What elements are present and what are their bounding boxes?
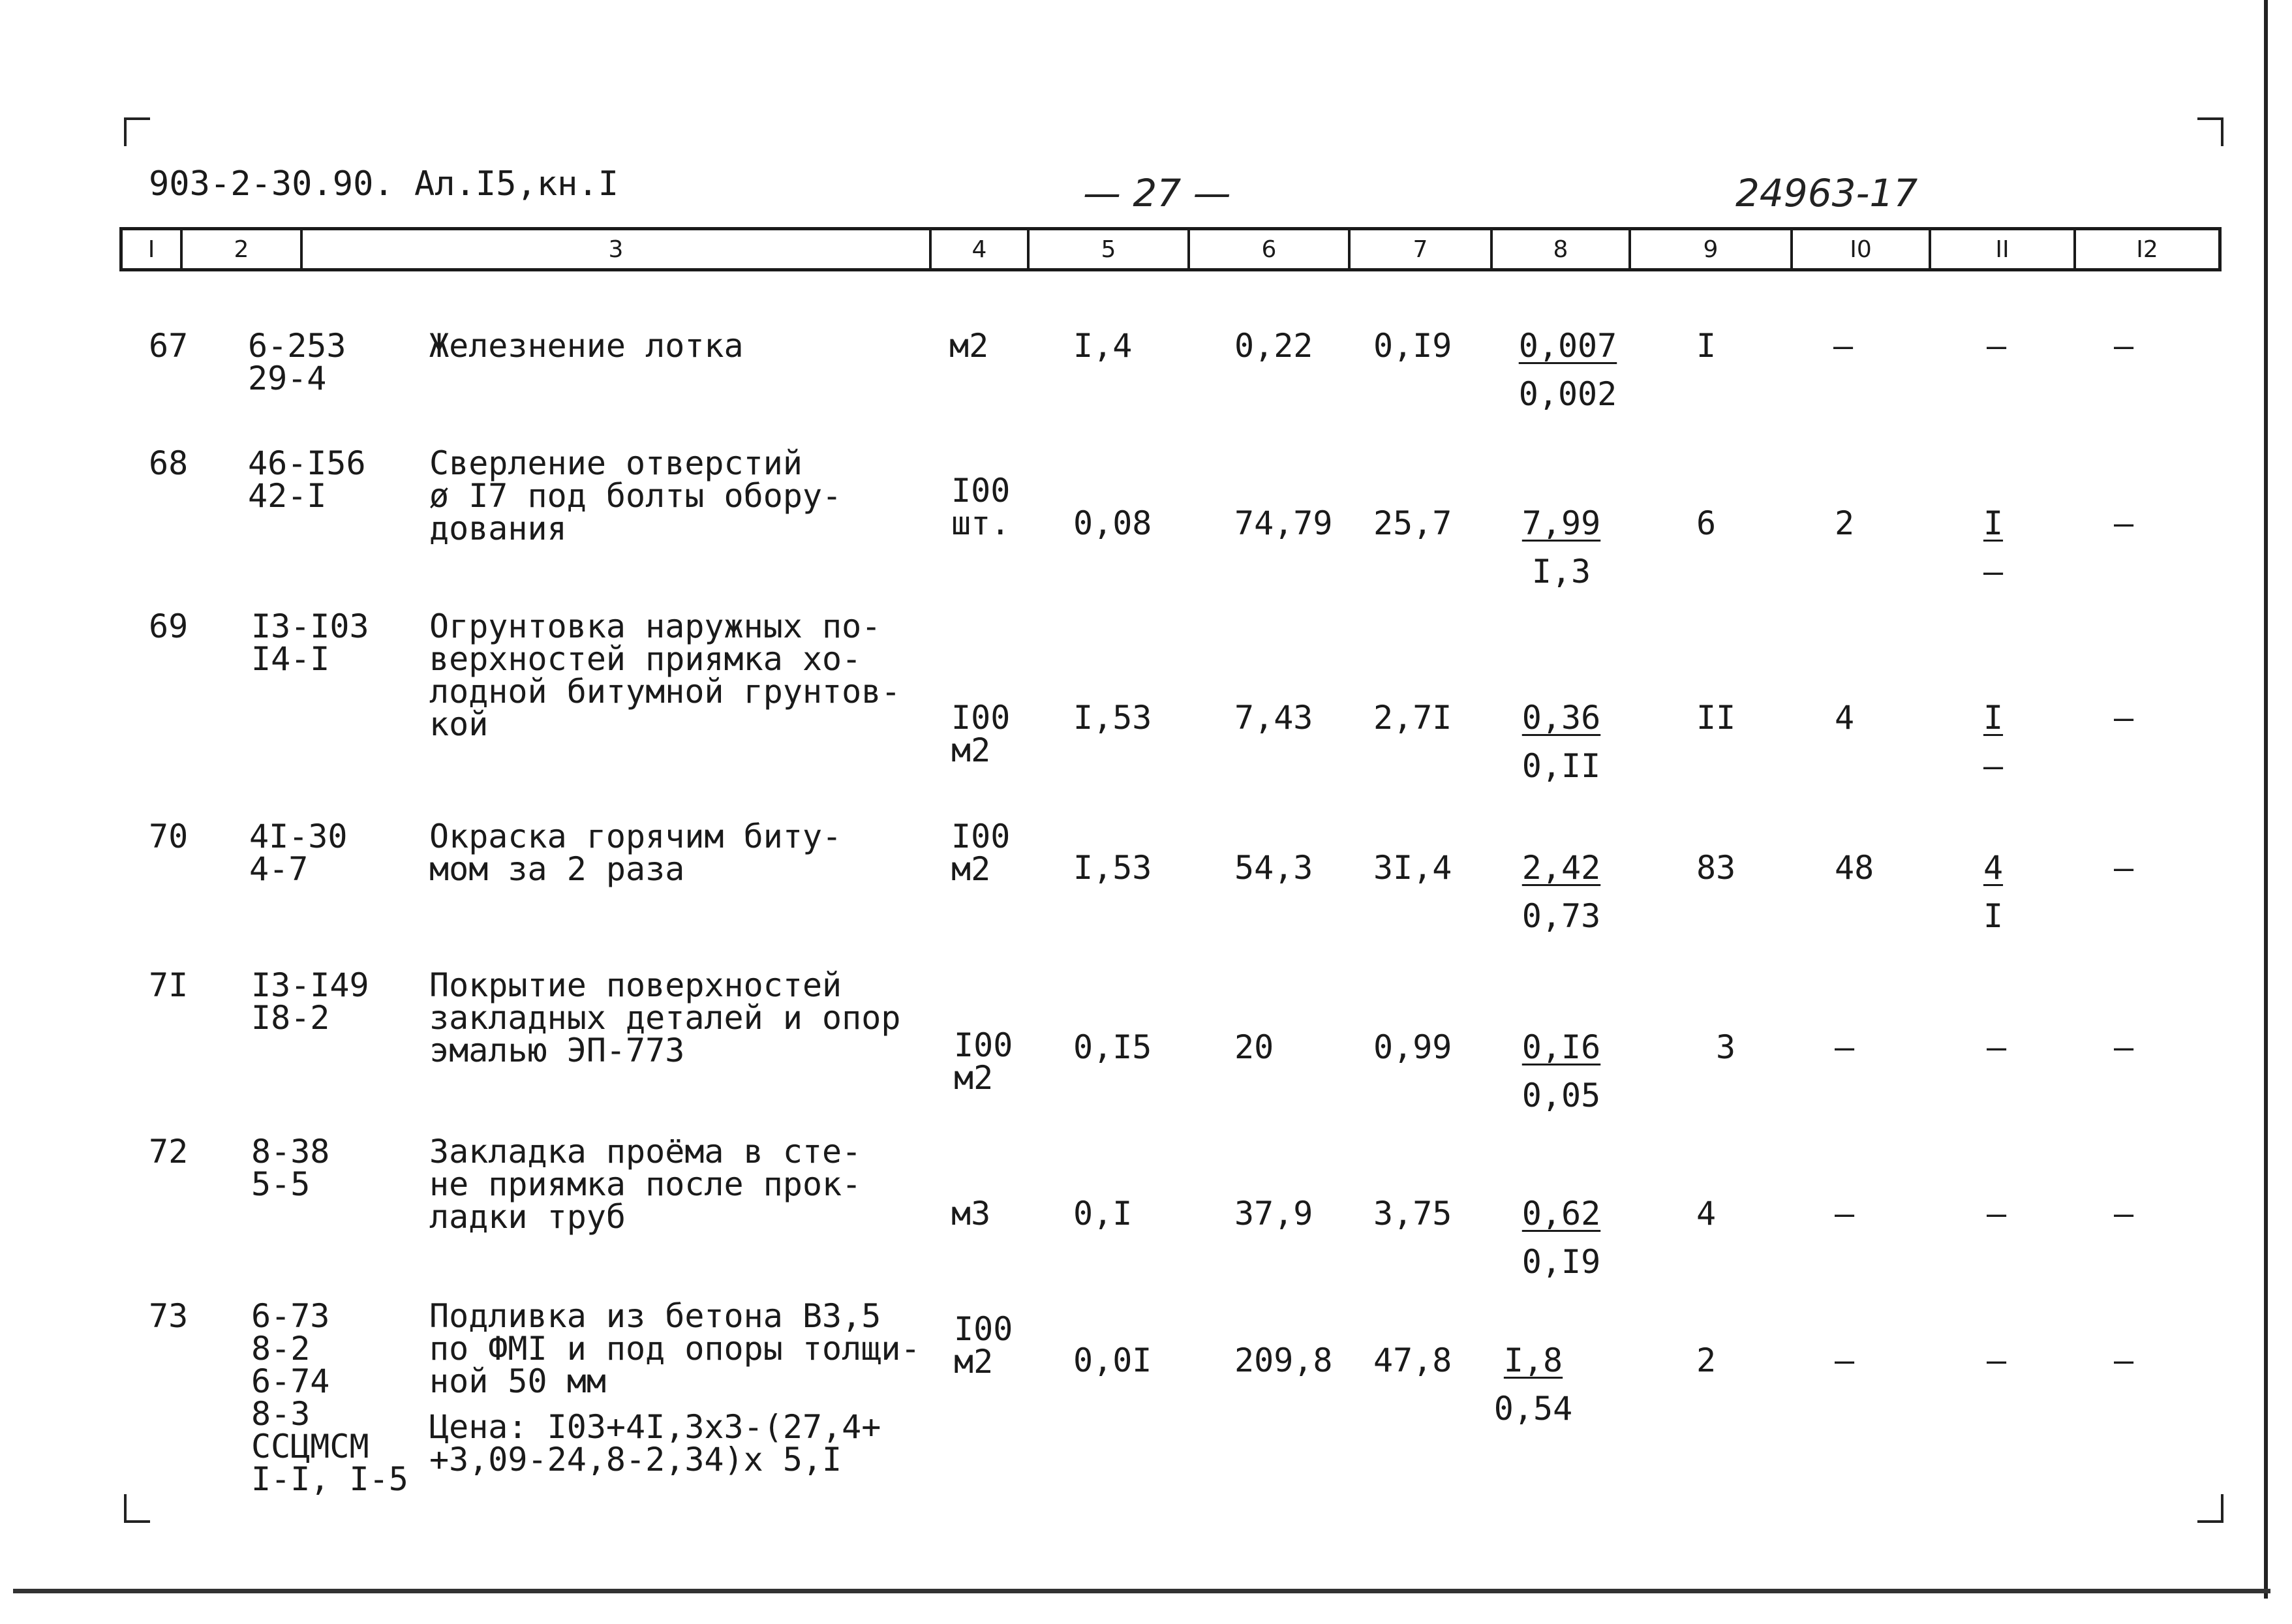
row-number: 72 — [149, 1133, 189, 1171]
col12-value: — — [2114, 1028, 2134, 1066]
col7-value: 47,8 — [1373, 1341, 1452, 1379]
col8-bottom: 0,54 — [1493, 1390, 1573, 1428]
col8-fraction — [1506, 1028, 1617, 1114]
col11-fraction — [1957, 849, 2029, 935]
col8-bottom: 0,05 — [1521, 1077, 1601, 1114]
col7-value: 2,7I — [1373, 699, 1452, 737]
col7-value: 0,I9 — [1373, 327, 1452, 365]
col6-value: 74,79 — [1234, 504, 1333, 542]
col9-value: II — [1696, 699, 1736, 737]
col11-fraction — [1957, 504, 2029, 590]
col8-top: 7,99 — [1521, 504, 1601, 542]
col9-value: 3 — [1716, 1028, 1736, 1066]
quantity: 0,08 — [1073, 504, 1152, 542]
unit: I00 м2 — [954, 1026, 1013, 1097]
col7-value: 3I,4 — [1373, 849, 1452, 887]
col6-value: 7,43 — [1234, 699, 1313, 737]
unit: м3 — [951, 1195, 991, 1233]
col8-top: 0,I6 — [1521, 1028, 1601, 1066]
col11-bottom: — — [1983, 747, 2004, 785]
column-header: I0 — [1793, 230, 1931, 268]
unit: I00 м2 — [954, 1310, 1013, 1381]
column-header: 5 — [1030, 230, 1190, 268]
col8-bottom: I,3 — [1531, 553, 1591, 590]
col8-bottom: 0,73 — [1521, 897, 1601, 935]
column-header: I2 — [2136, 236, 2158, 263]
col11-value: — — [1987, 327, 2007, 365]
col8-fraction — [1512, 327, 1623, 413]
col12-value: — — [2114, 327, 2134, 365]
col11-value: — — [1987, 1341, 2007, 1379]
col10-value: — — [1835, 1195, 1855, 1233]
col12-value: — — [2114, 849, 2134, 887]
col8-fraction — [1488, 1341, 1579, 1428]
col6-value: 54,3 — [1234, 849, 1313, 887]
col11-top: I — [1983, 504, 2004, 542]
col11-top: 4 — [1983, 849, 2004, 887]
norm-code: 46-I56 42-I — [248, 444, 366, 515]
col8-bottom: 0,I9 — [1521, 1243, 1601, 1281]
column-header: 7 — [1351, 230, 1493, 268]
norm-code: 8-38 5-5 — [251, 1133, 330, 1203]
work-name: Железнение лотка — [429, 327, 744, 365]
row-number: 7I — [149, 966, 189, 1004]
work-name: Покрытие поверхностей закладных деталей и опор эмалью ЭП-773 — [429, 966, 901, 1069]
norm-code: I3-I49 I8-2 — [251, 966, 369, 1037]
col7-value: 25,7 — [1373, 504, 1452, 542]
price-formula: Цена: I03+4I,3х3-(27,4+ +3,09-24,8-2,34)х 5,I — [429, 1408, 881, 1478]
col12-value: — — [2114, 1195, 2134, 1233]
unit: I00 шт. — [951, 472, 1011, 542]
work-name: Огрунтовка наружных по- верхностей приямка хо- лодной битумной грунтов- кой — [429, 607, 901, 743]
page-number: — 27 — — [1083, 171, 1231, 215]
quantity: I,53 — [1073, 849, 1152, 887]
col8-bottom: 0,002 — [1518, 375, 1617, 413]
col10-value: — — [1835, 1028, 1855, 1066]
row-number: 69 — [149, 607, 189, 645]
norm-code: 6-73 8-2 6-74 8-3 ССЦМСМ I-I, I-5 — [251, 1297, 408, 1498]
corner-mark-top-right — [2197, 117, 2223, 146]
col8-top: 0,36 — [1521, 699, 1601, 737]
col8-fraction — [1506, 699, 1617, 785]
column-header: 2 — [183, 230, 303, 268]
corner-mark-bottom-left — [124, 1494, 150, 1523]
norm-code: I3-I03 I4-I — [251, 607, 369, 678]
unit: I00 м2 — [951, 699, 1011, 769]
col9-value: 4 — [1696, 1195, 1717, 1233]
col11-value: — — [1987, 1028, 2007, 1066]
col6-value: 209,8 — [1234, 1341, 1333, 1379]
col10-value: 48 — [1835, 849, 1874, 887]
col8-top: 0,62 — [1521, 1195, 1601, 1233]
quantity: 0,I5 — [1073, 1028, 1152, 1066]
col11-top: I — [1983, 699, 2004, 737]
col8-top: 2,42 — [1521, 849, 1601, 887]
document-code: 903-2-30.90. Ал.I5,кн.I — [149, 164, 619, 204]
corner-mark-top-left — [124, 117, 150, 146]
column-header: 9 — [1631, 230, 1793, 268]
col8-fraction — [1506, 1195, 1617, 1281]
col11-bottom: I — [1983, 897, 2004, 935]
col10-value: — — [1835, 1341, 1855, 1379]
corner-mark-bottom-right — [2197, 1494, 2223, 1523]
work-name: Сверление отверстий ø I7 под болты обору- дования — [429, 444, 842, 547]
col8-fraction — [1506, 849, 1617, 935]
column-header: 4 — [932, 230, 1030, 268]
inventory-number: 24963-17 — [1735, 171, 1918, 215]
col7-value: 3,75 — [1373, 1195, 1452, 1233]
col9-value: I — [1696, 327, 1717, 365]
col9-value: 2 — [1696, 1341, 1717, 1379]
work-name: Закладка проёма в сте- не приямка после прок- ладки труб — [429, 1133, 862, 1236]
col12-value: — — [2114, 504, 2134, 542]
unit: I00 м2 — [951, 818, 1011, 888]
col12-value: — — [2114, 1341, 2134, 1379]
col11-fraction — [1957, 699, 2029, 785]
col8-top: I,8 — [1503, 1341, 1563, 1379]
row-number: 68 — [149, 444, 189, 482]
quantity: 0,0I — [1073, 1341, 1152, 1379]
column-header: 6 — [1190, 230, 1351, 268]
column-header: 8 — [1493, 230, 1631, 268]
col11-value: — — [1987, 1195, 2007, 1233]
col6-value: 20 — [1234, 1028, 1274, 1066]
column-header: II — [1931, 230, 2076, 268]
quantity: 0,I — [1073, 1195, 1133, 1233]
col10-value: 2 — [1835, 504, 1855, 542]
column-header: I — [123, 230, 183, 268]
row-number: 70 — [149, 818, 189, 855]
col6-value: 37,9 — [1234, 1195, 1313, 1233]
page-edge-bottom — [13, 1589, 2270, 1593]
work-name: Подливка из бетона В3,5 по ФМI и под опоры толщи- ной 50 мм — [429, 1297, 921, 1400]
page-edge-right — [2264, 0, 2268, 1599]
col10-value: 4 — [1835, 699, 1855, 737]
col6-value: 0,22 — [1234, 327, 1313, 365]
column-header-row — [119, 227, 2222, 271]
norm-code: 4I-30 4-7 — [249, 818, 348, 888]
col11-bottom: — — [1983, 553, 2004, 590]
col9-value: 6 — [1696, 504, 1717, 542]
norm-code: 6-253 29-4 — [248, 327, 346, 397]
col9-value: 83 — [1696, 849, 1736, 887]
col8-bottom: 0,II — [1521, 747, 1601, 785]
column-header: 3 — [303, 230, 932, 268]
col8-fraction — [1506, 504, 1617, 590]
work-name: Окраска горячим биту- мом за 2 раза — [429, 818, 842, 888]
row-number: 73 — [149, 1297, 189, 1335]
col7-value: 0,99 — [1373, 1028, 1452, 1066]
unit: м2 — [949, 327, 989, 365]
quantity: I,4 — [1073, 327, 1133, 365]
row-number: 67 — [149, 327, 189, 365]
quantity: I,53 — [1073, 699, 1152, 737]
col10-value: — — [1833, 327, 1854, 365]
col8-top: 0,007 — [1518, 327, 1617, 365]
col12-value: — — [2114, 699, 2134, 737]
